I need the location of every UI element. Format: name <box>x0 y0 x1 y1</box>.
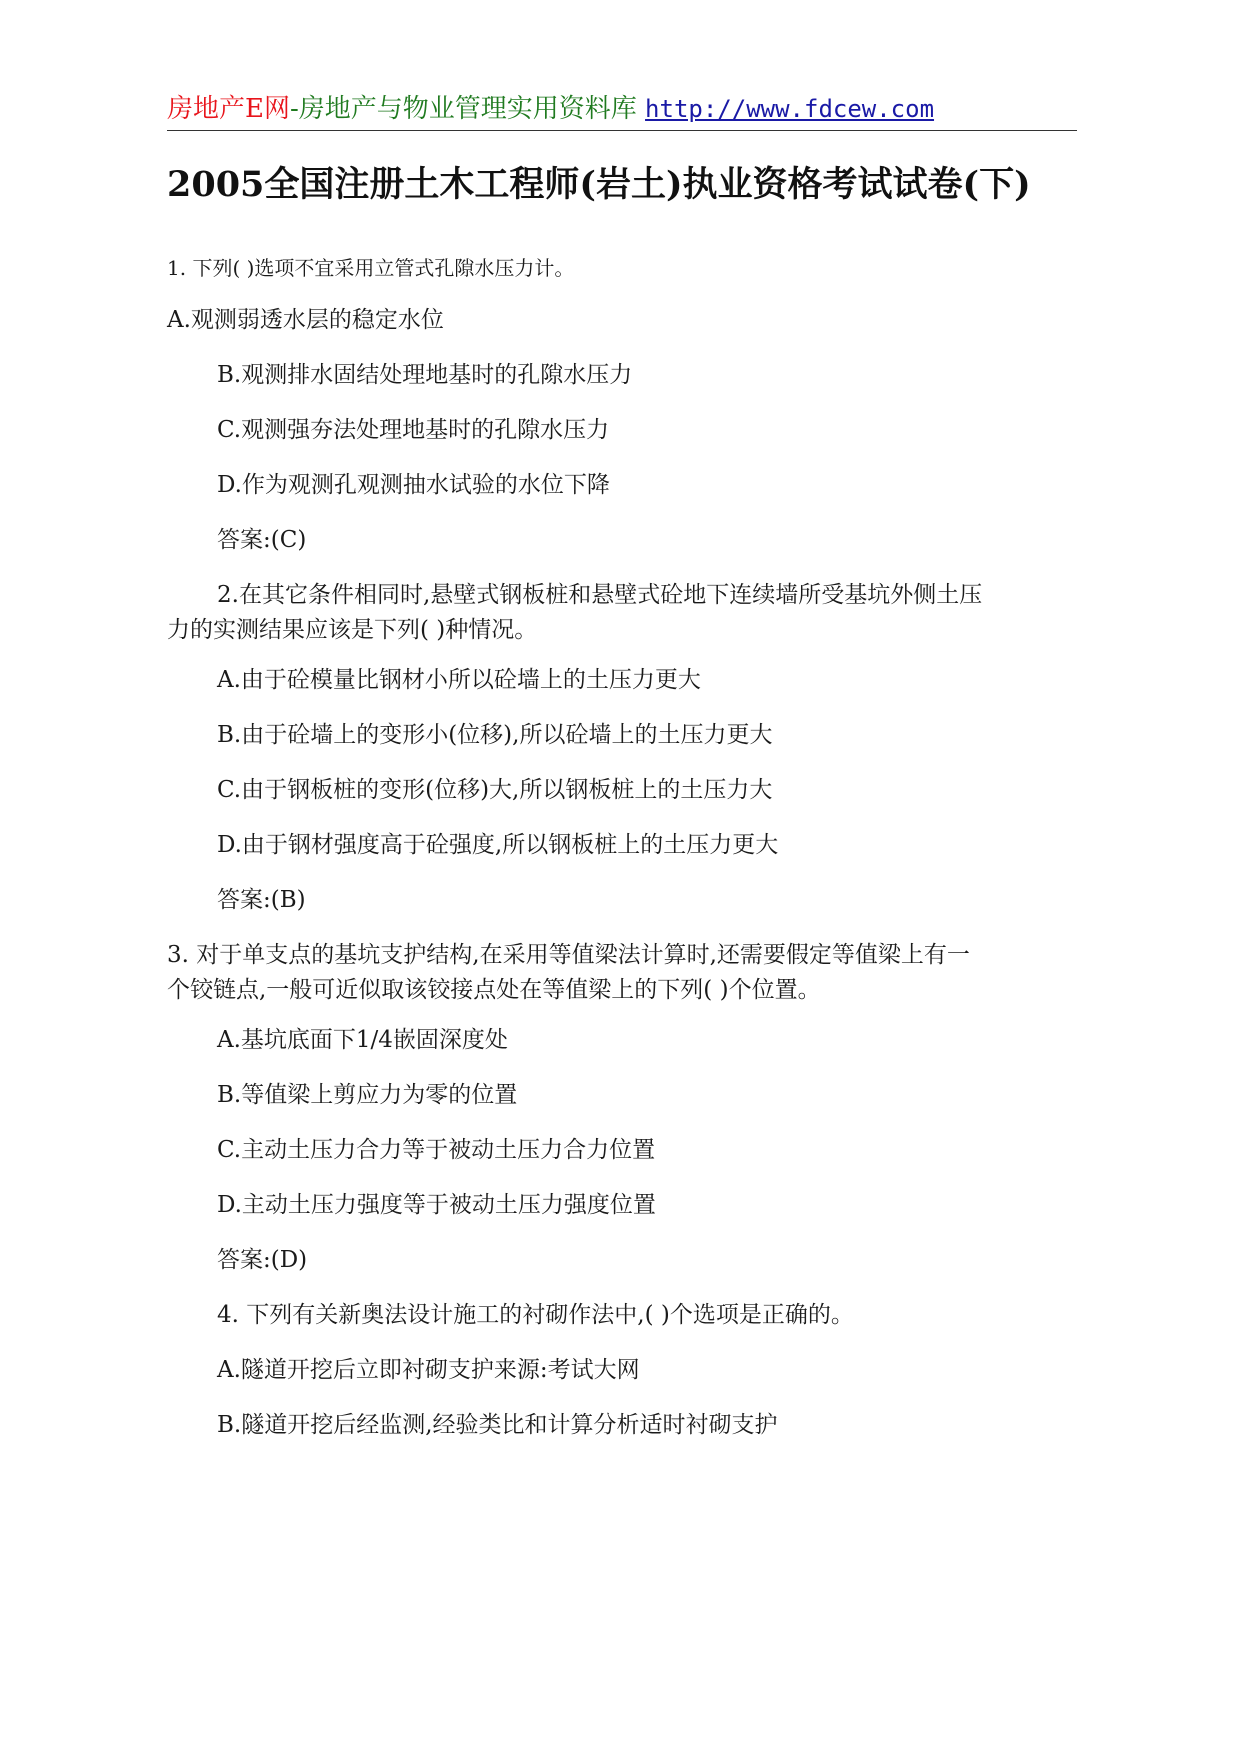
site-header <box>167 87 1077 131</box>
question-4-stem: 4. 下列有关新奥法设计施工的衬砌作法中,( )个选项是正确的。 <box>217 1302 854 1328</box>
document-title: 2005全国注册土木工程师(岩土)执业资格考试试卷(下) <box>167 164 1031 205</box>
question-1-option-a: A.观测弱透水层的稳定水位 <box>167 307 444 333</box>
brand-name: 房地产E网 <box>167 94 290 124</box>
site-url-link[interactable]: http://www.fdcew.com <box>645 95 935 123</box>
question-2-answer: 答案:(B) <box>217 887 306 913</box>
question-2-stem-line-2: 力的实测结果应该是下列( )种情况。 <box>167 617 538 643</box>
question-2-option-a: A.由于砼模量比钢材小所以砼墙上的土压力更大 <box>217 667 701 693</box>
question-3-stem-line-2: 个铰链点,一般可近似取该铰接点处在等值梁上的下列( )个位置。 <box>167 977 821 1003</box>
question-1-stem: 1. 下列( )选项不宜采用立管式孔隙水压力计。 <box>167 256 575 280</box>
question-3-option-b: B.等值梁上剪应力为零的位置 <box>217 1082 518 1108</box>
question-4-option-b: B.隧道开挖后经监测,经验类比和计算分析适时衬砌支护 <box>217 1412 778 1438</box>
question-2-option-b: B.由于砼墙上的变形小(位移),所以砼墙上的土压力更大 <box>217 722 773 748</box>
question-4-option-a: A.隧道开挖后立即衬砌支护来源:考试大网 <box>217 1357 640 1383</box>
question-3-answer: 答案:(D) <box>217 1247 308 1273</box>
question-3-option-d: D.主动土压力强度等于被动土压力强度位置 <box>217 1192 656 1218</box>
question-3-option-a: A.基坑底面下1/4嵌固深度处 <box>217 1027 508 1053</box>
question-1-option-d: D.作为观测孔观测抽水试验的水位下降 <box>217 472 610 498</box>
header-divider <box>167 130 1077 131</box>
brand-tagline: -房地产与物业管理实用资料库 <box>289 94 637 124</box>
question-3-option-c: C.主动土压力合力等于被动土压力合力位置 <box>217 1137 656 1163</box>
question-2-option-c: C.由于钢板桩的变形(位移)大,所以钢板桩上的土压力大 <box>217 777 773 803</box>
question-1-answer: 答案:(C) <box>217 527 307 553</box>
question-1-option-b: B.观测排水固结处理地基时的孔隙水压力 <box>217 362 633 388</box>
question-1-option-c: C.观测强夯法处理地基时的孔隙水压力 <box>217 417 610 443</box>
question-2-stem-line-1: 2.在其它条件相同时,悬壁式钢板桩和悬壁式砼地下连续墙所受基坑外侧土压 <box>217 582 983 608</box>
question-3-stem-line-1: 3. 对于单支点的基坑支护结构,在采用等值梁法计算时,还需要假定等值梁上有一 <box>167 942 970 968</box>
question-2-option-d: D.由于钢材强度高于砼强度,所以钢板桩上的土压力更大 <box>217 832 779 858</box>
